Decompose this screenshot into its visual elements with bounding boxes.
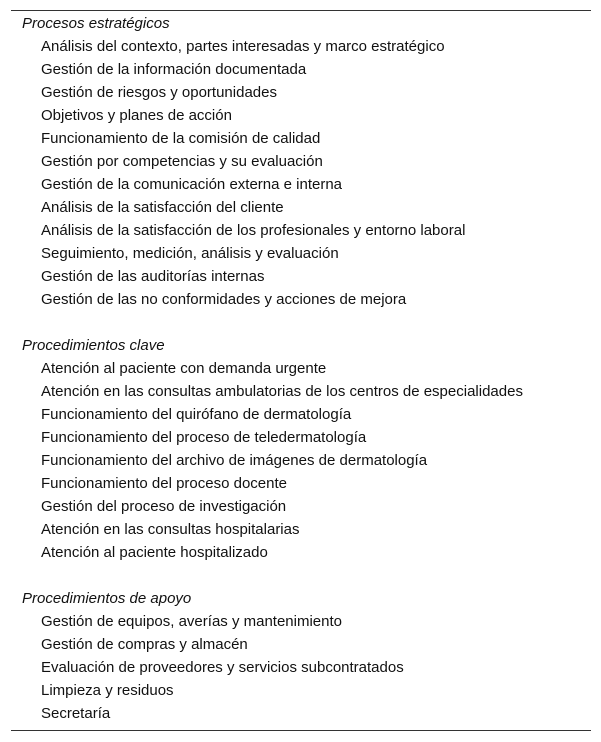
list-item: Análisis de la satisfacción del cliente — [41, 199, 284, 216]
section-title: Procesos estratégicos — [22, 15, 170, 32]
list-item: Limpieza y residuos — [41, 682, 174, 699]
list-item: Funcionamiento del archivo de imágenes de dermatología — [41, 452, 428, 469]
list-item: Atención al paciente hospitalizado — [41, 544, 268, 561]
list-item: Gestión de compras y almacén — [41, 636, 248, 653]
list-item: Gestión de riesgos y oportunidades — [41, 84, 277, 101]
section-procedimientos-apoyo — [11, 587, 591, 725]
list-item: Funcionamiento del proceso docente — [41, 475, 287, 492]
list-item: Gestión de equipos, averías y mantenimiento — [41, 613, 343, 630]
list-item: Análisis de la satisfacción de los profesionales y entorno laboral — [41, 222, 466, 239]
list-item: Evaluación de proveedores y servicios subcontratados — [41, 659, 404, 676]
process-table — [11, 10, 591, 731]
list-item: Atención en las consultas hospitalarias — [41, 521, 300, 538]
list-item: Funcionamiento de la comisión de calidad — [41, 130, 321, 147]
section-procesos-estrategicos — [11, 12, 591, 311]
list-item: Funcionamiento del quirófano de dermatología — [41, 406, 352, 423]
list-item: Atención en las consultas ambulatorias de los centros de especialidades — [41, 383, 523, 400]
section-procedimientos-clave — [11, 334, 591, 564]
list-item: Gestión de las no conformidades y acciones de mejora — [41, 291, 407, 308]
section-title: Procedimientos clave — [22, 337, 165, 354]
list-item: Funcionamiento del proceso de teledermatología — [41, 429, 367, 446]
list-item: Gestión por competencias y su evaluación — [41, 153, 323, 170]
list-item: Gestión de la comunicación externa e interna — [41, 176, 343, 193]
section-title: Procedimientos de apoyo — [22, 590, 192, 607]
list-item: Gestión del proceso de investigación — [41, 498, 287, 515]
list-item: Gestión de la información documentada — [41, 61, 307, 78]
list-item: Atención al paciente con demanda urgente — [41, 360, 327, 377]
list-item: Secretaría — [41, 705, 111, 722]
list-item: Análisis del contexto, partes interesadas y marco estratégico — [41, 38, 445, 55]
list-item: Gestión de las auditorías internas — [41, 268, 265, 285]
list-item: Seguimiento, medición, análisis y evaluación — [41, 245, 339, 262]
list-item: Objetivos y planes de acción — [41, 107, 232, 124]
